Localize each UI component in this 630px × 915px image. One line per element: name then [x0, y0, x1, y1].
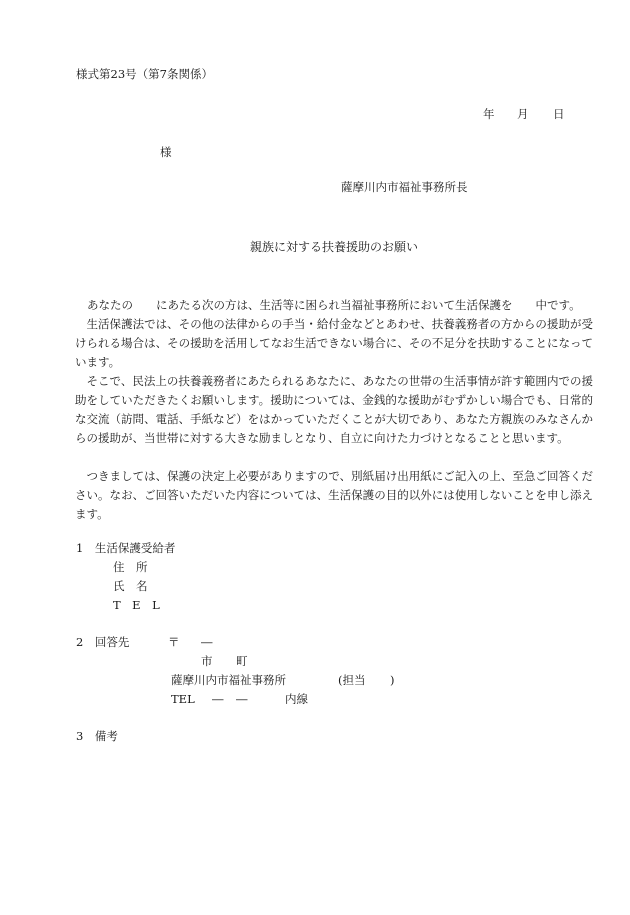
recipient-name-label: 氏 名: [113, 579, 148, 593]
date-month: 月: [517, 107, 529, 121]
postal-mark: 〒: [168, 635, 180, 649]
section3-heading: 3 備考: [76, 729, 118, 743]
form-label: 様式第23号（第7条関係）: [76, 67, 213, 81]
postal-dash: ―: [201, 635, 213, 649]
body-paragraph-1: あなたの にあたる次の方は、生活等に困られ当福祉事務所において生活保護を 中です。: [87, 298, 581, 312]
town-label: 町: [236, 654, 248, 668]
body-paragraph-2: 生活保護法では、その他の法律からの手当・給付金などとあわせ、扶養義務者の方からの援助が受けられる場合は、その援助を活用してなお生活できない場合に、その不足分を扶助することになっています。: [75, 317, 593, 369]
section1-heading: 1 生活保護受給者: [76, 541, 176, 555]
date-year: 年: [483, 107, 495, 121]
sender-name: 薩摩川内市福祉事務所長: [341, 180, 468, 194]
city-label: 市: [201, 654, 213, 668]
section2-heading: 2 回答先: [76, 635, 130, 649]
extension-label: 内線: [285, 692, 308, 706]
body-paragraph-3: そこで、民法上の扶養義務者にあたられるあなたに、あなたの世帯の生活事情が許す範囲内での援助をしていただきたくお願いします。援助については、金銭的な援助がむずかしい場合でも、日常的な交流（訪問、電話、手紙など）をはかっていただくことが大切であり、あなた方親族のみなさんからの援助が、当世帯に対する大きな励ましとなり、自立に向けた力づけとなることと思います。: [75, 374, 593, 445]
in-charge-close: ): [390, 673, 395, 687]
addressee-suffix: 様: [160, 145, 172, 159]
office-name: 薩摩川内市福祉事務所: [171, 673, 286, 687]
date-day: 日: [553, 107, 565, 121]
body-paragraph-4: つきましては、保護の決定上必要がありますので、別紙届け出用紙にご記入の上、至急ご回答ください。なお、ご回答いただいた内容については、生活保護の目的以外には使用しないことを申し添えます。: [75, 469, 593, 521]
recipient-tel-label: T E L: [113, 598, 160, 612]
tel-dash-1: ―: [212, 692, 224, 706]
document-title: 親族に対する扶養援助のお願い: [250, 240, 419, 254]
recipient-address-label: 住 所: [113, 560, 148, 574]
tel-dash-2: ―: [236, 692, 248, 706]
tel-label: TEL: [171, 692, 195, 706]
in-charge-open: (担当: [338, 673, 366, 687]
